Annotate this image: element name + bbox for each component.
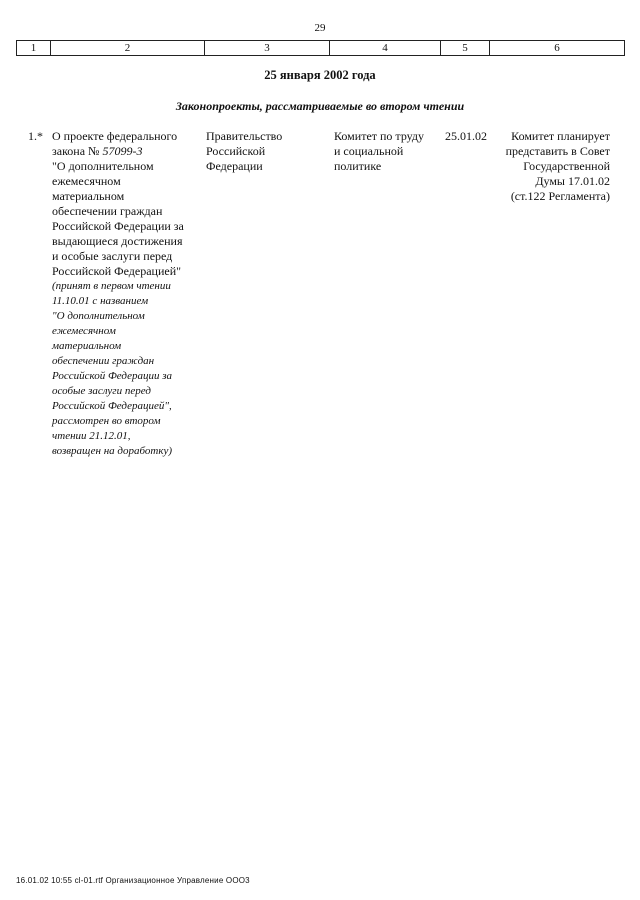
page-number: 29 (314, 22, 326, 34)
title-line: О проекте федерального (52, 129, 178, 143)
column-number-5: 5 (441, 41, 490, 56)
plan-line: Думы 17.01.02 (535, 174, 610, 188)
column-number-3: 3 (205, 41, 330, 56)
column-number-2: 2 (51, 41, 205, 56)
committee-line: Комитет по труду (334, 129, 425, 143)
entry-date: 25.01.02 (445, 129, 487, 143)
note-line: Российской Федерации за (52, 370, 173, 382)
note-line: чтении 21.12.01, (52, 430, 131, 442)
author-line: Федерации (206, 159, 263, 173)
note-line: ежемесячном (52, 325, 116, 337)
section-heading: Законопроекты, рассматриваемые во втором чтении (175, 99, 465, 113)
note-line: особые заслуги перед (52, 385, 151, 397)
note-line: "О дополнительном (52, 310, 145, 322)
note-line: Российской Федерацией", (52, 400, 172, 412)
column-number-1: 1 (17, 41, 51, 56)
column-number-4: 4 (330, 41, 441, 56)
document-footer: 16.01.02 10:55 cl-01.rtf Организационное Управление ООО3 (16, 876, 250, 885)
title-line: Российской Федерации за (52, 219, 184, 233)
title-line: материальном (52, 189, 125, 203)
date-heading: 25 января 2002 года (264, 68, 376, 82)
note-line: (принят в первом чтении (52, 280, 171, 292)
plan-line: (ст.122 Регламента) (510, 189, 610, 203)
entry-number: 1.* (28, 129, 43, 143)
entry-history-note (52, 279, 200, 459)
title-line: и особые заслуги перед (52, 249, 173, 263)
title-line: ежемесячном (52, 174, 121, 188)
title-line: "О дополнительном (52, 159, 154, 173)
plan-line: Комитет планирует (511, 129, 610, 143)
author-line: Правительство (206, 129, 283, 143)
note-line: 11.10.01 с названием (52, 295, 149, 307)
plan-line: Государственной (523, 159, 610, 173)
committee-line: политике (334, 159, 382, 173)
plan-line: представить в Совет (505, 144, 610, 158)
title-line-bill-number: закона № 57099-3 (52, 144, 143, 158)
note-line: материальном (52, 340, 122, 352)
entry-plan (497, 129, 610, 204)
title-line: Российской Федерацией" (52, 264, 182, 278)
title-line: выдающиеся достижения (52, 234, 183, 248)
column-number-6: 6 (490, 41, 625, 56)
column-number-header (16, 40, 625, 56)
committee-line: и социальной (334, 144, 404, 158)
note-line: обеспечении граждан (52, 355, 155, 367)
note-line: рассмотрен во втором (52, 415, 161, 427)
entry-author (206, 129, 322, 174)
entry-title (52, 129, 200, 459)
author-line: Российской (206, 144, 266, 158)
note-line: возвращен на доработку) (52, 445, 173, 457)
title-line: обеспечении граждан (52, 204, 163, 218)
entry-committee (334, 129, 438, 174)
